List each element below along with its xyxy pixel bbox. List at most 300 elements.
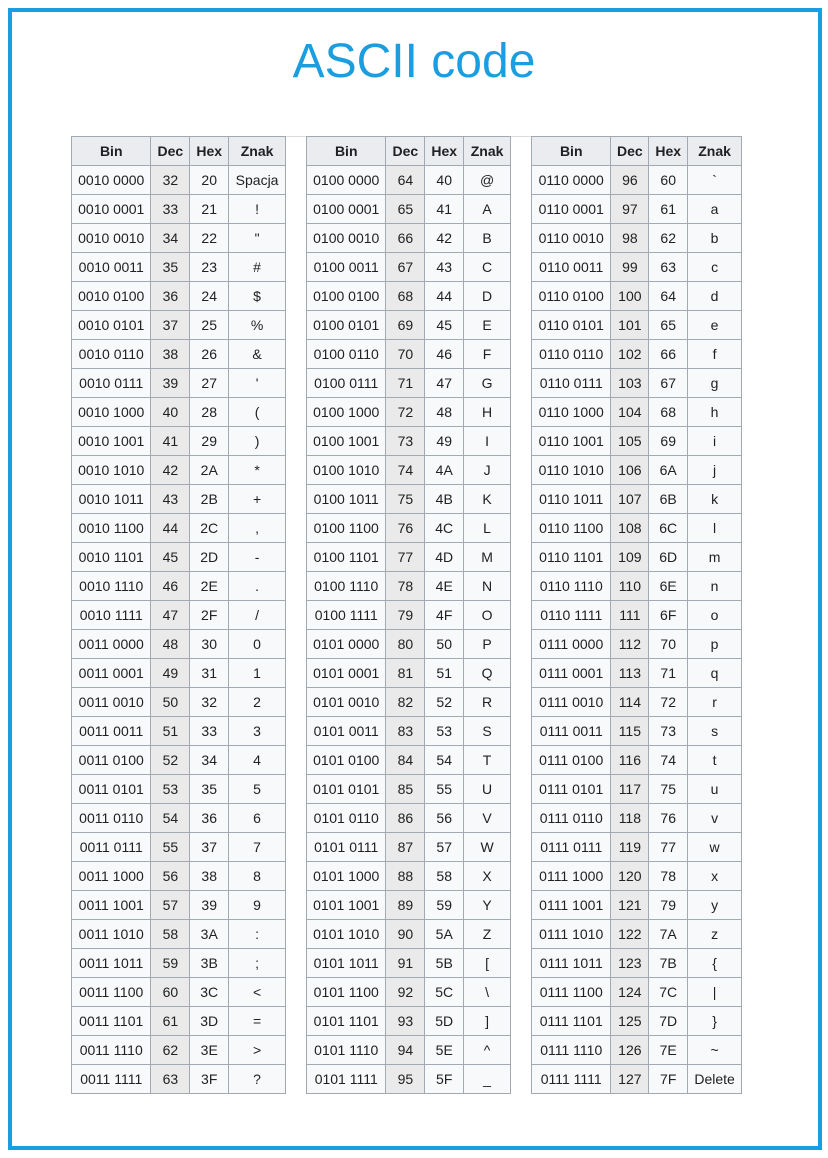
cell-bin: 0110 1011 [532,485,611,514]
table-row [307,340,511,369]
cell-hex: 79 [649,891,688,920]
cell-hex: 4F [425,601,464,630]
table-row [307,572,511,601]
cell-dec: 54 [151,804,190,833]
cell-znak: ^ [464,1036,511,1065]
cell-dec: 107 [611,485,649,514]
cell-znak: v [688,804,742,833]
cell-znak: X [464,862,511,891]
cell-dec: 100 [611,282,649,311]
cell-bin: 0101 0110 [307,804,386,833]
table-row [532,1007,742,1036]
cell-hex: 20 [190,166,229,195]
cell-znak: O [464,601,511,630]
cell-bin: 0111 1111 [532,1065,611,1094]
cell-hex: 31 [190,659,229,688]
table-row [307,514,511,543]
table-row [72,311,286,340]
cell-znak: g [688,369,742,398]
cell-znak: ' [229,369,286,398]
cell-znak: N [464,572,511,601]
cell-bin: 0100 0011 [307,253,386,282]
cell-hex: 25 [190,311,229,340]
table-row [532,543,742,572]
cell-dec: 65 [386,195,425,224]
header-hex: Hex [190,137,229,166]
cell-znak: Z [464,920,511,949]
cell-hex: 4D [425,543,464,572]
cell-hex: 59 [425,891,464,920]
table-row [532,659,742,688]
cell-znak: * [229,456,286,485]
cell-bin: 0010 0111 [72,369,151,398]
cell-znak: Y [464,891,511,920]
cell-dec: 53 [151,775,190,804]
table-row [72,543,286,572]
cell-znak: < [229,978,286,1007]
cell-bin: 0110 0101 [532,311,611,340]
table-row [72,340,286,369]
cell-znak: ? [229,1065,286,1094]
table-row [307,688,511,717]
cell-bin: 0100 1110 [307,572,386,601]
cell-dec: 75 [386,485,425,514]
cell-bin: 0101 1110 [307,1036,386,1065]
cell-hex: 2C [190,514,229,543]
cell-hex: 75 [649,775,688,804]
cell-bin: 0100 1001 [307,427,386,456]
cell-bin: 0101 0111 [307,833,386,862]
cell-dec: 111 [611,601,649,630]
table-row [532,601,742,630]
cell-bin: 0100 1010 [307,456,386,485]
cell-hex: 30 [190,630,229,659]
cell-znak: A [464,195,511,224]
cell-hex: 21 [190,195,229,224]
cell-bin: 0111 0010 [532,688,611,717]
cell-bin: 0111 0001 [532,659,611,688]
cell-bin: 0101 1111 [307,1065,386,1094]
cell-dec: 87 [386,833,425,862]
table-row [532,398,742,427]
cell-znak: Spacja [229,166,286,195]
cell-dec: 64 [386,166,425,195]
table-row [72,1007,286,1036]
cell-hex: 3A [190,920,229,949]
cell-bin: 0011 1001 [72,891,151,920]
cell-dec: 115 [611,717,649,746]
cell-hex: 63 [649,253,688,282]
cell-hex: 37 [190,833,229,862]
cell-dec: 76 [386,514,425,543]
cell-dec: 46 [151,572,190,601]
header-bin: Bin [532,137,611,166]
cell-hex: 5B [425,949,464,978]
table-row [307,224,511,253]
cell-dec: 37 [151,311,190,340]
cell-bin: 0011 0100 [72,746,151,775]
cell-hex: 22 [190,224,229,253]
cell-hex: 47 [425,369,464,398]
cell-dec: 72 [386,398,425,427]
cell-znak: | [688,978,742,1007]
table-row [532,311,742,340]
table-row [72,862,286,891]
cell-bin: 0111 1010 [532,920,611,949]
cell-bin: 0011 0111 [72,833,151,862]
cell-znak: s [688,717,742,746]
table-row [72,485,286,514]
cell-hex: 64 [649,282,688,311]
table-row [307,775,511,804]
cell-hex: 42 [425,224,464,253]
cell-znak: S [464,717,511,746]
cell-bin: 0010 1000 [72,398,151,427]
table-header-row [72,137,286,166]
table-row [72,514,286,543]
cell-znak: + [229,485,286,514]
cell-znak: b [688,224,742,253]
cell-bin: 0100 1011 [307,485,386,514]
cell-bin: 0101 1101 [307,1007,386,1036]
cell-znak: y [688,891,742,920]
cell-bin: 0011 1000 [72,862,151,891]
cell-znak: J [464,456,511,485]
table-row [307,195,511,224]
table-row [532,282,742,311]
cell-hex: 34 [190,746,229,775]
table-row [72,601,286,630]
cell-bin: 0011 0000 [72,630,151,659]
cell-hex: 3E [190,1036,229,1065]
header-znak: Znak [229,137,286,166]
table-row [307,166,511,195]
cell-hex: 5D [425,1007,464,1036]
cell-hex: 38 [190,862,229,891]
cell-bin: 0111 1001 [532,891,611,920]
cell-znak: = [229,1007,286,1036]
cell-dec: 69 [386,311,425,340]
table-row [532,630,742,659]
table-row [307,833,511,862]
cell-znak: 5 [229,775,286,804]
cell-bin: 0110 1100 [532,514,611,543]
cell-hex: 69 [649,427,688,456]
cell-znak: V [464,804,511,833]
table-row [72,195,286,224]
page-title: ASCII code [292,35,536,88]
cell-dec: 56 [151,862,190,891]
cell-bin: 0100 0101 [307,311,386,340]
cell-bin: 0101 0101 [307,775,386,804]
cell-hex: 6D [649,543,688,572]
cell-hex: 61 [649,195,688,224]
cell-znak: w [688,833,742,862]
cell-hex: 23 [190,253,229,282]
table-row [72,630,286,659]
cell-hex: 29 [190,427,229,456]
cell-hex: 7E [649,1036,688,1065]
cell-hex: 24 [190,282,229,311]
cell-bin: 0010 1011 [72,485,151,514]
cell-hex: 41 [425,195,464,224]
table-row [307,253,511,282]
cell-bin: 0011 0011 [72,717,151,746]
cell-dec: 63 [151,1065,190,1094]
ascii-table-1 [71,136,286,1094]
cell-bin: 0011 0110 [72,804,151,833]
table-row [72,427,286,456]
table-row [532,369,742,398]
cell-bin: 0010 0101 [72,311,151,340]
cell-znak: f [688,340,742,369]
cell-bin: 0110 0001 [532,195,611,224]
cell-znak: ! [229,195,286,224]
cell-hex: 76 [649,804,688,833]
cell-znak: T [464,746,511,775]
cell-hex: 5C [425,978,464,1007]
cell-hex: 70 [649,630,688,659]
cell-znak: P [464,630,511,659]
table-row [532,978,742,1007]
cell-bin: 0110 0111 [532,369,611,398]
cell-dec: 44 [151,514,190,543]
table-row [307,1007,511,1036]
cell-hex: 62 [649,224,688,253]
table-row [532,920,742,949]
table-row [72,572,286,601]
cell-hex: 44 [425,282,464,311]
table-row [72,717,286,746]
cell-hex: 7D [649,1007,688,1036]
cell-hex: 26 [190,340,229,369]
cell-bin: 0101 1011 [307,949,386,978]
cell-znak: } [688,1007,742,1036]
cell-dec: 112 [611,630,649,659]
cell-hex: 77 [649,833,688,862]
cell-znak: 9 [229,891,286,920]
cell-hex: 2D [190,543,229,572]
table-row [72,891,286,920]
cell-znak: F [464,340,511,369]
cell-znak: W [464,833,511,862]
cell-dec: 118 [611,804,649,833]
cell-hex: 57 [425,833,464,862]
cell-znak: u [688,775,742,804]
cell-dec: 91 [386,949,425,978]
cell-znak: M [464,543,511,572]
cell-znak: ( [229,398,286,427]
cell-bin: 0011 1101 [72,1007,151,1036]
cell-znak: 0 [229,630,286,659]
table-row [307,282,511,311]
table-row [532,1036,742,1065]
cell-bin: 0110 1101 [532,543,611,572]
header-znak: Znak [688,137,742,166]
table-row [72,775,286,804]
cell-znak: 2 [229,688,286,717]
cell-dec: 97 [611,195,649,224]
cell-dec: 90 [386,920,425,949]
ascii-table-3 [531,136,742,1094]
cell-dec: 62 [151,1036,190,1065]
cell-znak: & [229,340,286,369]
cell-hex: 68 [649,398,688,427]
cell-bin: 0111 1110 [532,1036,611,1065]
cell-bin: 0010 0011 [72,253,151,282]
table-row [532,572,742,601]
table-row [307,398,511,427]
header-dec: Dec [611,137,649,166]
cell-znak: e [688,311,742,340]
cell-bin: 0010 0001 [72,195,151,224]
cell-hex: 7F [649,1065,688,1094]
table-row [307,630,511,659]
cell-dec: 124 [611,978,649,1007]
cell-hex: 46 [425,340,464,369]
cell-znak: m [688,543,742,572]
cell-dec: 42 [151,456,190,485]
cell-hex: 6B [649,485,688,514]
cell-dec: 58 [151,920,190,949]
cell-dec: 85 [386,775,425,804]
cell-dec: 59 [151,949,190,978]
cell-znak: \ [464,978,511,1007]
cell-dec: 32 [151,166,190,195]
cell-znak: U [464,775,511,804]
table-row [72,688,286,717]
cell-bin: 0111 1011 [532,949,611,978]
cell-hex: 6F [649,601,688,630]
cell-hex: 55 [425,775,464,804]
table-row [307,427,511,456]
cell-hex: 3C [190,978,229,1007]
cell-bin: 0110 1110 [532,572,611,601]
cell-hex: 4A [425,456,464,485]
cell-znak: ` [688,166,742,195]
cell-dec: 39 [151,369,190,398]
table-row [307,369,511,398]
cell-bin: 0110 1111 [532,601,611,630]
cell-znak: C [464,253,511,282]
cell-znak: - [229,543,286,572]
cell-dec: 96 [611,166,649,195]
cell-hex: 53 [425,717,464,746]
cell-znak: 6 [229,804,286,833]
ascii-table-2 [306,136,511,1094]
cell-hex: 72 [649,688,688,717]
cell-bin: 0101 1000 [307,862,386,891]
cell-bin: 0011 0010 [72,688,151,717]
cell-hex: 7B [649,949,688,978]
cell-bin: 0110 0010 [532,224,611,253]
cell-bin: 0100 0001 [307,195,386,224]
cell-dec: 108 [611,514,649,543]
cell-hex: 49 [425,427,464,456]
cell-hex: 2A [190,456,229,485]
table-row [72,746,286,775]
cell-hex: 67 [649,369,688,398]
cell-dec: 78 [386,572,425,601]
table-header-row [532,137,742,166]
cell-bin: 0100 0000 [307,166,386,195]
cell-dec: 102 [611,340,649,369]
table-row [532,253,742,282]
cell-dec: 70 [386,340,425,369]
cell-dec: 121 [611,891,649,920]
header-dec: Dec [386,137,425,166]
cell-hex: 2B [190,485,229,514]
cell-bin: 0011 0001 [72,659,151,688]
table-row [307,1036,511,1065]
table-row [307,311,511,340]
cell-znak: l [688,514,742,543]
cell-dec: 57 [151,891,190,920]
cell-hex: 36 [190,804,229,833]
cell-dec: 114 [611,688,649,717]
cell-bin: 0010 0100 [72,282,151,311]
cell-hex: 48 [425,398,464,427]
cell-bin: 0110 1001 [532,427,611,456]
cell-dec: 74 [386,456,425,485]
cell-dec: 73 [386,427,425,456]
cell-dec: 106 [611,456,649,485]
cell-hex: 3D [190,1007,229,1036]
table-row [532,427,742,456]
cell-znak: K [464,485,511,514]
cell-dec: 77 [386,543,425,572]
cell-znak: c [688,253,742,282]
cell-dec: 52 [151,746,190,775]
cell-znak: z [688,920,742,949]
cell-dec: 35 [151,253,190,282]
cell-bin: 0111 1100 [532,978,611,1007]
cell-znak: 3 [229,717,286,746]
table-row [72,920,286,949]
cell-dec: 122 [611,920,649,949]
cell-znak: ~ [688,1036,742,1065]
table-row [307,485,511,514]
table-row [532,514,742,543]
cell-bin: 0010 0110 [72,340,151,369]
cell-znak: r [688,688,742,717]
cell-hex: 51 [425,659,464,688]
cell-dec: 88 [386,862,425,891]
table-row [72,456,286,485]
cell-hex: 5A [425,920,464,949]
cell-hex: 73 [649,717,688,746]
cell-bin: 0111 1101 [532,1007,611,1036]
table-row [532,166,742,195]
header-dec: Dec [151,137,190,166]
cell-bin: 0010 1001 [72,427,151,456]
cell-znak: h [688,398,742,427]
header-hex: Hex [649,137,688,166]
cell-bin: 0111 0011 [532,717,611,746]
cell-dec: 81 [386,659,425,688]
cell-znak: ; [229,949,286,978]
cell-znak: R [464,688,511,717]
cell-dec: 119 [611,833,649,862]
cell-znak: # [229,253,286,282]
table-row [532,862,742,891]
header-hex: Hex [425,137,464,166]
table-header-row [307,137,511,166]
cell-hex: 66 [649,340,688,369]
cell-znak: B [464,224,511,253]
cell-dec: 66 [386,224,425,253]
cell-znak: . [229,572,286,601]
